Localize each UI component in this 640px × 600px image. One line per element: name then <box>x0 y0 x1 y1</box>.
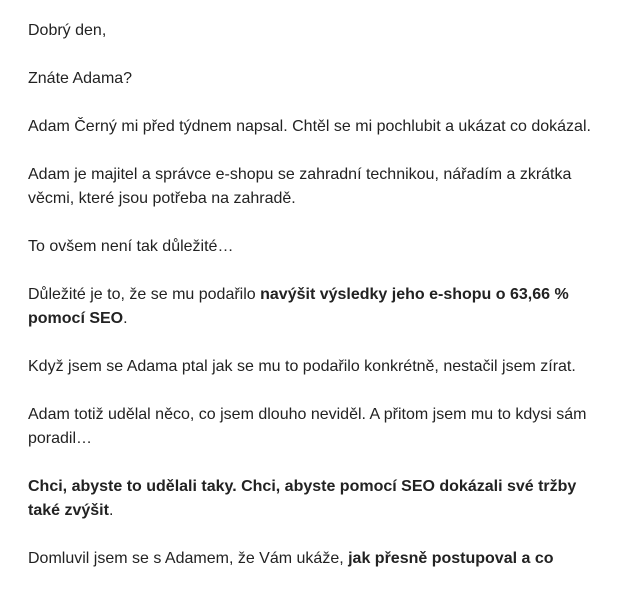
paragraph-5-text: Důležité je to, že se mu podařilo <box>28 286 261 303</box>
paragraph-9-text: Domluvil jsem se s Adamem, že Vám ukáže, <box>28 550 349 567</box>
email-paragraph-3: Adam je majitel a správce e-shopu se zahradní technikou, nářadím a zkrátka věcmi, které jsou potřeba na zahradě. <box>28 166 572 207</box>
paragraph-8-highlight: Chci, abyste to udělali taky. Chci, abyste pomocí SEO dokázali své tržby také zvýšit <box>28 478 577 519</box>
paragraph-9-highlight: jak přesně postupoval a co <box>348 550 554 567</box>
email-paragraph-4: To ovšem není tak důležité… <box>28 238 234 255</box>
email-body <box>28 19 598 595</box>
email-paragraph-5 <box>28 283 598 331</box>
email-paragraph-9 <box>28 547 598 571</box>
paragraph-5-highlight: navýšit výsledky jeho e-shopu o 63,66 % pomocí SEO <box>28 286 569 327</box>
email-paragraph-2: Adam Černý mi před týdnem napsal. Chtěl se mi pochlubit a ukázat co dokázal. <box>28 118 591 135</box>
email-paragraph-8 <box>28 475 598 523</box>
email-paragraph-6: Když jsem se Adama ptal jak se mu to podařilo konkrétně, nestačil jsem zírat. <box>28 358 576 375</box>
email-greeting: Dobrý den, <box>28 22 107 39</box>
email-paragraph-7: Adam totiž udělal něco, co jsem dlouho neviděl. A přitom jsem mu to kdysi sám poradil… <box>28 406 587 447</box>
email-paragraph-1: Znáte Adama? <box>28 70 133 87</box>
paragraph-5-end: . <box>123 310 128 327</box>
paragraph-8-end: . <box>108 502 114 519</box>
